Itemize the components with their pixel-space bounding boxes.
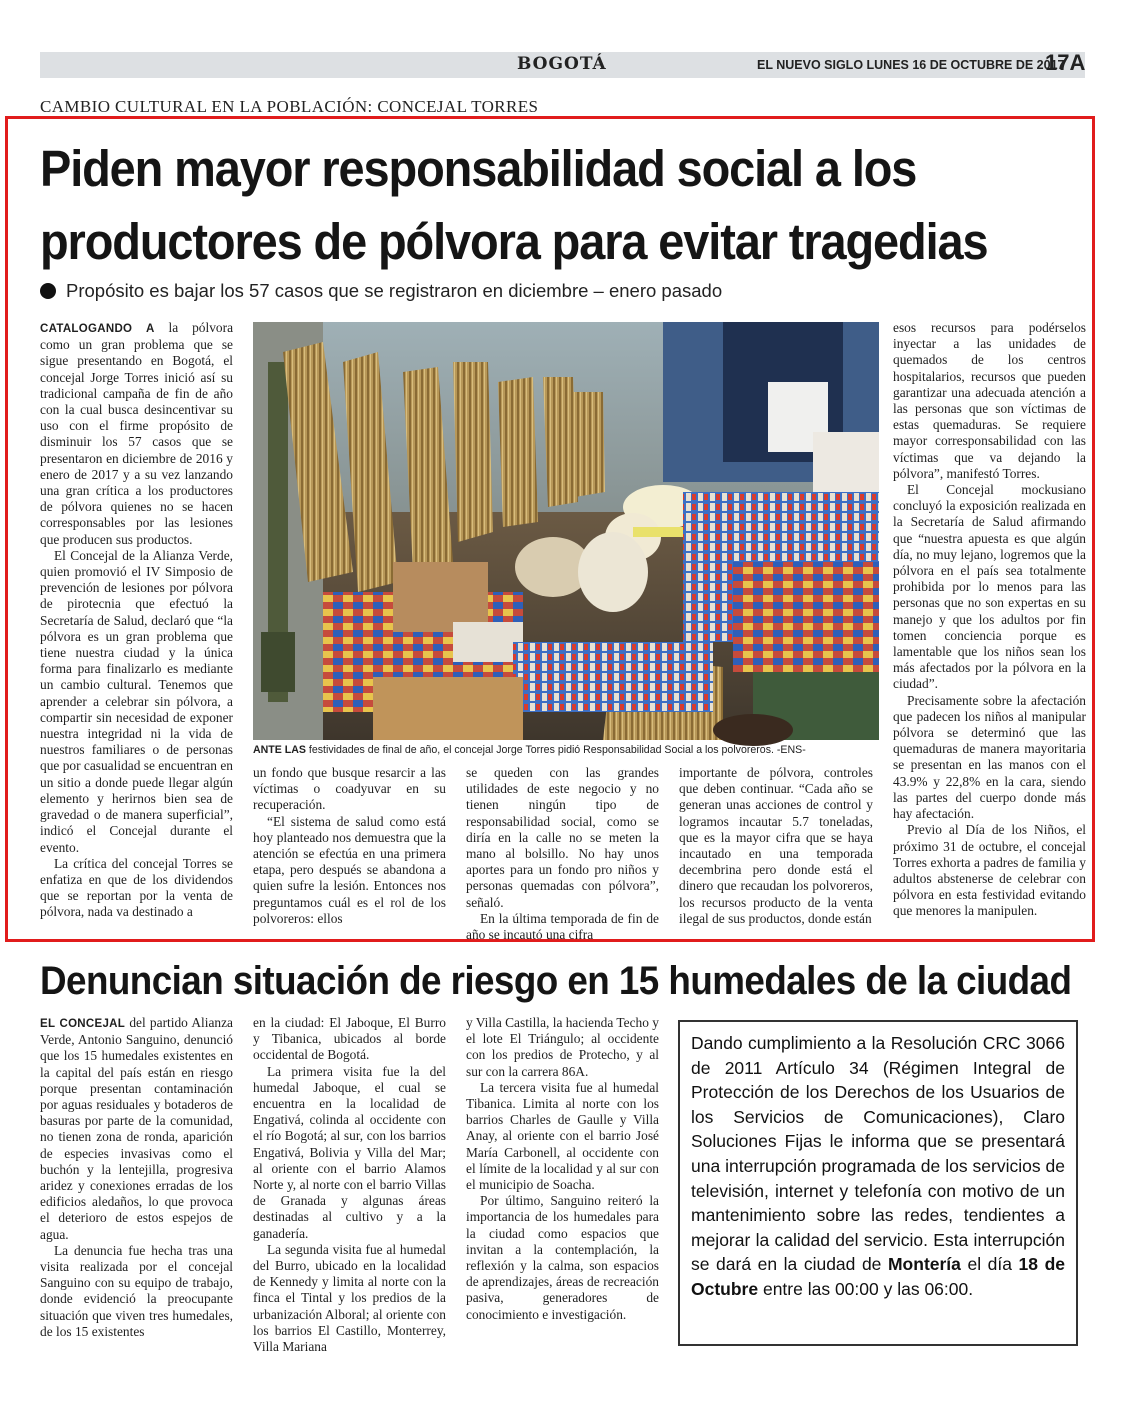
paragraph: Precisamente sobre la afectación que padecen los niños al manipular pólvora se determinó que las quemaduras de manera mayoritaria se presentan en las manos con el 43.9% y 22,8% en la cara, siendo las partes del cuerpo donde más hay afectación.: [893, 692, 1086, 822]
article-kicker: CAMBIO CULTURAL EN LA POBLACIÓN: CONCEJAL TORRES: [40, 97, 539, 116]
article-column-1: [40, 320, 233, 925]
paragraph: CATALOGANDO A la pólvora como un gran problema que se sigue presentando en Bogotá, el concejal Jorge Torres inició así su tradicional campaña de fin de año con la cual busca desincentivar su uso con el firme propósito de disminuir los 57 casos que se presentaron en diciembre de 2016 y enero de 2017 y a su vez lanzando una gran crítica a los productores de pólvora quienes no se hacen corresponsables por las lesiones que producen sus productos.: [40, 320, 234, 547]
paragraph: en la ciudad: El Jaboque, El Burro y Tibanica, ubicados al borde occidental de Bogotá.: [253, 1015, 446, 1063]
paragraph: La tercera visita fue al humedal Tibanica. Limita al norte con los barrios Charles de Gaulle y Villa Anay, al oriente con el barrio José María Carbonell, al occidente con el límite de la localidad y al sur con el municipio de Soacha.: [466, 1079, 659, 1193]
paragraph: El Concejal mockusiano concluyó la exposición realizada en la Secretaría de Salud afirmando que “nuestra apuesta es que algún día, no muy lejano, logremos que la pólvora en el país sea totalmente prohibida por lo menos para las personas que no son expertas en su manejo y que los adultos por fin tomen conciencia porque es lamentable que los niños sean los más afectados por la pólvora en la ciudad”.: [893, 482, 1086, 692]
lead-in: CATALOGANDO A: [40, 323, 155, 335]
paragraph: La segunda visita fue al humedal del Burro, ubicado en la localidad de Kennedy y limita al norte con la finca el Tintal y los predios de la urbanización Alboral; al oriente con los barrios El Castillo, Monterrey, Villa Mariana: [253, 1241, 446, 1355]
second-article-column-1: [40, 1015, 233, 1360]
notice-date: 18 de Octubre: [691, 1254, 1065, 1299]
service-notice-box: Dando cumplimiento a la Resolución CRC 3066 de 2011 Artículo 34 (Régimen Integral de Protección de los Derechos de los Usuarios de los Servicios de Comunicaciones), Claro Soluciones Fijas le informa que se presentará una interrupción programada de los servicios de televisión, internet y telefonía con motivo de un mantenimiento sobre las redes, tendientes a mejorar la calidad del servicio. Esta interrupción se dará en la ciudad de Montería el día 18 de Octubre entre las 00:00 y las 06:00.: [678, 1020, 1078, 1346]
article-subhead: [40, 280, 722, 302]
paragraph: se queden con las grandes utilidades de este negocio y no tienen ningún tipo de responsabilidad social, como se diría en la calle no se meten la mano al bolsillo. No hay unos aportes para un fondo pro niños y personas quemadas con pólvora”, señaló.: [466, 765, 659, 910]
lead-in: EL CONCEJAL: [40, 1018, 126, 1030]
paragraph: Previo al Día de los Niños, el próximo 31 de octubre, el concejal Torres exhorta a padres de familia y adultos abstenerse de celebrar con pólvora en esta festividad evitando que menores la manipulen.: [893, 822, 1086, 919]
second-article-column-3: [466, 1015, 659, 1360]
headline-line-1: Piden mayor responsabilidad social a los: [40, 140, 917, 197]
headline-line-2: productores de pólvora para evitar tragedias: [40, 213, 988, 270]
paragraph: La crítica del concejal Torres se enfatiza en que de los dividendos que se reportan por la venta de pólvora, nada va destinado a: [40, 855, 233, 920]
paragraph: En la última temporada de fin de año se incautó una cifra: [466, 910, 659, 943]
newspaper-date: EL NUEVO SIGLO LUNES 16 DE OCTUBRE DE 2017: [757, 58, 1065, 72]
notice-city: Montería: [887, 1254, 961, 1275]
subhead-text: Propósito es bajar los 57 casos que se registraron en diciembre – enero pasado: [66, 280, 723, 301]
paragraph: La denuncia fue hecha tras una visita realizada por el concejal Sanguino con su equipo de trabajo, donde evidenció la preocupante situación que viven tres humedales, de los 15 existentes: [40, 1242, 233, 1339]
second-article-headline: Denuncian situación de riesgo en 15 humedales de la ciudad: [40, 959, 1072, 1003]
caption-text: festividades de final de año, el concejal Jorge Torres pidió Responsabilidad Social a los polvoreros. -ENS-: [305, 744, 806, 756]
second-article-column-2: [253, 1015, 446, 1360]
article-photo: [253, 322, 879, 740]
article-headline: [40, 132, 1006, 278]
paragraph: esos recursos para podérselos inyectar a las unidades de quemados de los centros hospitalarios, recursos que pueden garantizar una adecuada atención a las personas que son víctimas de estas quemaduras. Se requiere mayor corresponsabilidad con las víctimas que va dejando la pólvora”, manifestó Torres.: [893, 320, 1086, 481]
article-column-5: [893, 320, 1086, 930]
photo-caption: [253, 744, 893, 756]
bullet-icon: [40, 283, 56, 299]
page-number: 17A: [1045, 50, 1086, 75]
paragraph: El Concejal de la Alianza Verde, quien promovió el IV Simposio de prevención de lesiones por pólvora de pirotecnia que efectuó la Secretaría de Salud, declaró que “la pólvora es un gran problema que tiene nuestra ciudad y la única forma para finalizarlo es mediante un cambio cultural. Tenemos que aprender a celebrar sin pólvora, a compartir sin necesidad de exponer nuestra integridad ni la vida de nuestros familiares o de personas que por casualidad se encuentran en un sitio a donde puede llegar algún elemento y herirnos bien sea de gravedad o de manera superficial”, indicó el Concejal durante el evento.: [40, 547, 233, 855]
caption-lead: ANTE LAS: [253, 744, 306, 756]
paragraph: un fondo que busque resarcir a las víctimas o coadyuvar en su recuperación.: [253, 765, 446, 813]
article-column-4: [679, 765, 873, 930]
paragraph: Por último, Sanguino reiteró la importancia de los humedales para la ciudad como espacios que invitan a la contemplación, la reflexión y la calma, son espacios de aprendizajes, áreas de recreación pasiva, generadores de conocimiento e investigación.: [466, 1193, 659, 1322]
paragraph: y Villa Castilla, la hacienda Techo y el lote El Triángulo; al occidente con los predios de Protecho, y al sur con la carrera 86A.: [466, 1015, 659, 1079]
article-column-2: [253, 765, 446, 930]
paragraph: importante de pólvora, controles que deben continuar. “Cada año se generan unas acciones de control y logramos incautar 5.7 toneladas, que es la mayor cifra que se haya incautado en una temporada decembrina pero donde está el dinero que recaudan los polvoreros, los recursos producto de la venta ilegal de sus productos, donde están: [679, 765, 873, 926]
paragraph: EL CONCEJAL del partido Alianza Verde, Antonio Sanguino, denunció que los 15 humedales existentes en la capital del país están en riesgo porque presentan contaminación por aguas residuales y botaderos de basuras por parte de la comunidad, no tienen zona de ronda, aparición de especies invasivas como el buchón y la lentejilla, progresiva aridez y conexiones erradas de los edificios aledaños, lo que provoca el deterioro de estos espejos de agua.: [40, 1015, 233, 1242]
article-column-3: [466, 765, 659, 943]
section-name: BOGOTÁ: [517, 54, 607, 74]
fireworks-photo: [253, 322, 879, 740]
paragraph: La primera visita fue la del humedal Jaboque, el cual se encuentra en la localidad de Engativá, colinda al occidente con el río Bogotá; al sur, con los barrios Engativá, Bolivia y Villa del Mar; al oriente con el barrio Alamos Norte y, al norte con el barrio Villas de Granada y algunas áreas destinadas al cultivo y a la ganadería.: [253, 1063, 446, 1241]
paragraph: “El sistema de salud como está hoy planteado nos demuestra que la atención se efectúa en una primera etapa, pero después se abandona a quien sufre la lesión. Entonces nos preguntamos cuál es el rol de los polvoreros: ellos: [253, 813, 446, 926]
